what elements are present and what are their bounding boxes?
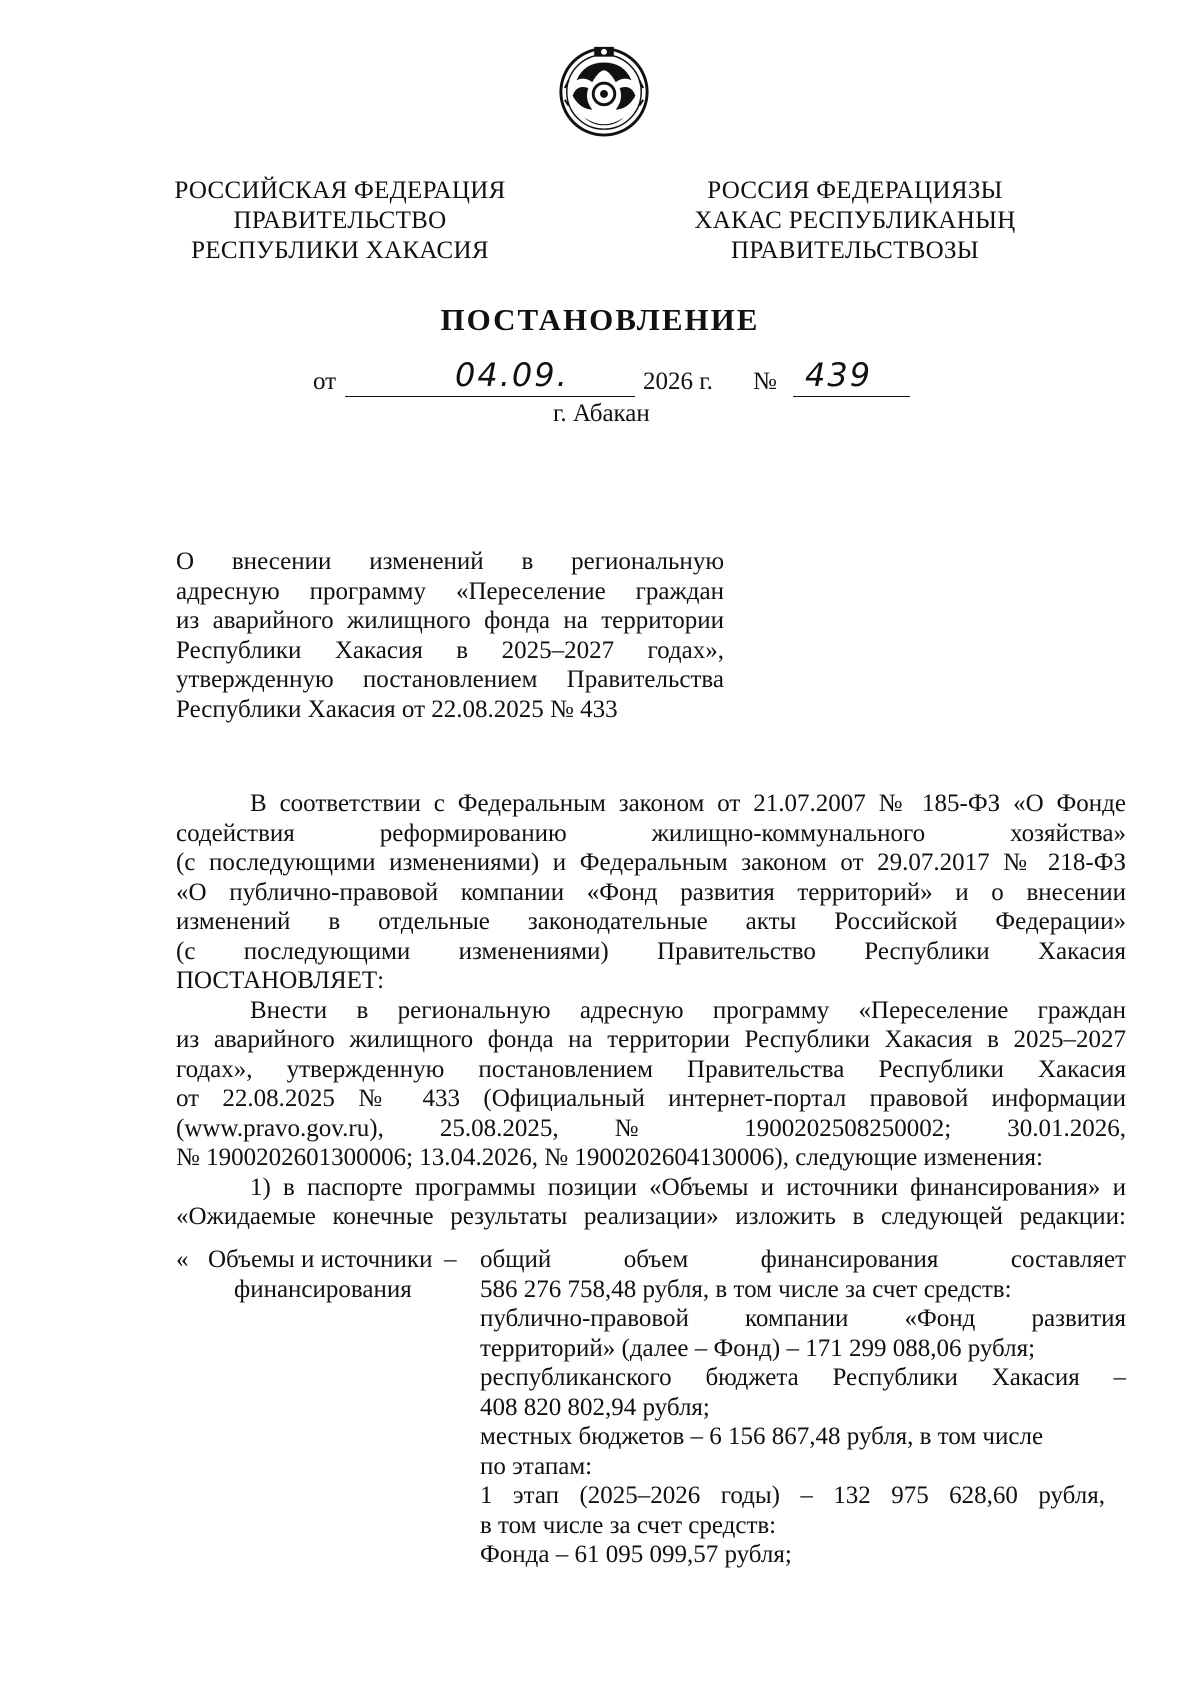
number-underline [793, 396, 910, 397]
number-sign: № [753, 368, 777, 395]
body-line: из аварийного жилищного фонда на территории Республики Хакасия в 2025–2027 [176, 1026, 1126, 1053]
passport-value-line: Фонда – 61 095 099,57 рубля; [480, 1541, 792, 1568]
body-line: изменений в отдельные законодательные акты Российской Федерации» [176, 908, 1126, 935]
passport-dash: – [444, 1246, 457, 1273]
passport-label-line: Объемы и источники [208, 1246, 433, 1273]
passport-value-line: 586 276 758,48 рубля, в том числе за счет средств: [480, 1275, 1012, 1303]
passport-row-label [208, 1245, 438, 1304]
body-line: Внести в региональную адресную программу «Переселение граждан [250, 996, 1126, 1024]
body-line: «Ожидаемые конечные результаты реализации» изложить в следующей редакции: [176, 1203, 1126, 1230]
passport-value-line: по этапам: [480, 1452, 593, 1480]
passport-value-line: 1 этап (2025–2026 годы) – 132 975 628,60 рубля, [480, 1482, 1105, 1509]
subject-line: утвержденную постановлением Правительства [176, 666, 724, 693]
body-line: ПОСТАНОВЛЯЕТ: [176, 967, 385, 994]
date-handwritten: 04.09. [455, 356, 569, 394]
header-right-line: ХАКАС РЕСПУБЛИКАНЫҢ [694, 207, 1016, 234]
subject-line: из аварийного жилищного фонда на территории [176, 607, 724, 634]
open-quote: « [176, 1246, 189, 1273]
subject-line: Республики Хакасия в 2025–2027 годах», [176, 636, 724, 664]
document-title: ПОСТАНОВЛЕНИЕ [440, 302, 760, 337]
body-line: (с последующими изменениями) и Федеральным законом от 29.07.2017 № 218-ФЗ [176, 849, 1126, 876]
passport-value-line: местных бюджетов – 6 156 867,48 рубля, в том числе [480, 1423, 1044, 1450]
passport-value-line: 408 820 802,94 рубля; [480, 1393, 710, 1421]
year-text: 2026 г. [643, 368, 713, 395]
header-right-line: ПРАВИТЕЛЬСТВОЗЫ [731, 237, 979, 264]
body-line: 1) в паспорте программы позиции «Объемы и источники финансирования» и [250, 1173, 1126, 1201]
body-line: (www.pravo.gov.ru), 25.08.2025, № 1900202508250002; 30.01.2026, [176, 1114, 1126, 1142]
body-line: (с последующими изменениями) Правительство Республики Хакасия [176, 937, 1126, 965]
body-line: № 1900202601300006; 13.04.2026, № 1900202604130006), следующие изменения: [176, 1144, 1043, 1171]
date-label: от [313, 368, 337, 395]
body-line: содействия реформированию жилищно-коммунального хозяйства» [176, 819, 1126, 847]
body-text [176, 789, 1126, 1232]
passport-value-line: территорий» (далее – Фонд) – 171 299 088,06 рубля; [480, 1334, 1036, 1362]
subject-line: адресную программу «Переселение граждан [176, 577, 724, 605]
passport-row-value [480, 1245, 1126, 1570]
body-line: годах», утвержденную постановлением Правительства Республики Хакасия [176, 1055, 1126, 1083]
subject-line: Республики Хакасия от 22.08.2025 № 433 [176, 695, 618, 723]
date-underline [345, 396, 635, 397]
passport-value-line: республиканского бюджета Республики Хакасия – [480, 1364, 1126, 1391]
body-line: В соответствии с Федеральным законом от 21.07.2007 № 185-ФЗ «О Фонде [250, 790, 1126, 817]
date-number-row [313, 356, 913, 404]
subject-block [176, 547, 724, 724]
body-line: от 22.08.2025 № 433 (Официальный интернет-портал правовой информации [176, 1085, 1126, 1112]
header-left [170, 176, 510, 266]
passport-value-line: общий объем финансирования составляет [480, 1246, 1126, 1273]
header-left-line: РЕСПУБЛИКИ ХАКАСИЯ [191, 237, 489, 264]
subject-line: О внесении изменений в региональную [176, 548, 724, 575]
header-left-line: РОССИЙСКАЯ ФЕДЕРАЦИЯ [174, 177, 506, 204]
number-handwritten: 439 [805, 356, 873, 394]
header-right-line: РОССИЯ ФЕДЕРАЦИЯЗЫ [707, 177, 1003, 204]
passport-value-line: в том числе за счет средств: [480, 1511, 777, 1539]
header-left-line: ПРАВИТЕЛЬСТВО [233, 207, 447, 234]
coat-of-arms-icon [555, 40, 653, 140]
passport-value-line: публично-правовой компании «Фонд развития [480, 1305, 1126, 1332]
passport-label-line: финансирования [234, 1275, 412, 1303]
body-line: «О публично-правовой компании «Фонд развития территорий» и о внесении [176, 878, 1126, 906]
header-right [660, 176, 1050, 266]
city-text: г. Абакан [553, 400, 650, 427]
